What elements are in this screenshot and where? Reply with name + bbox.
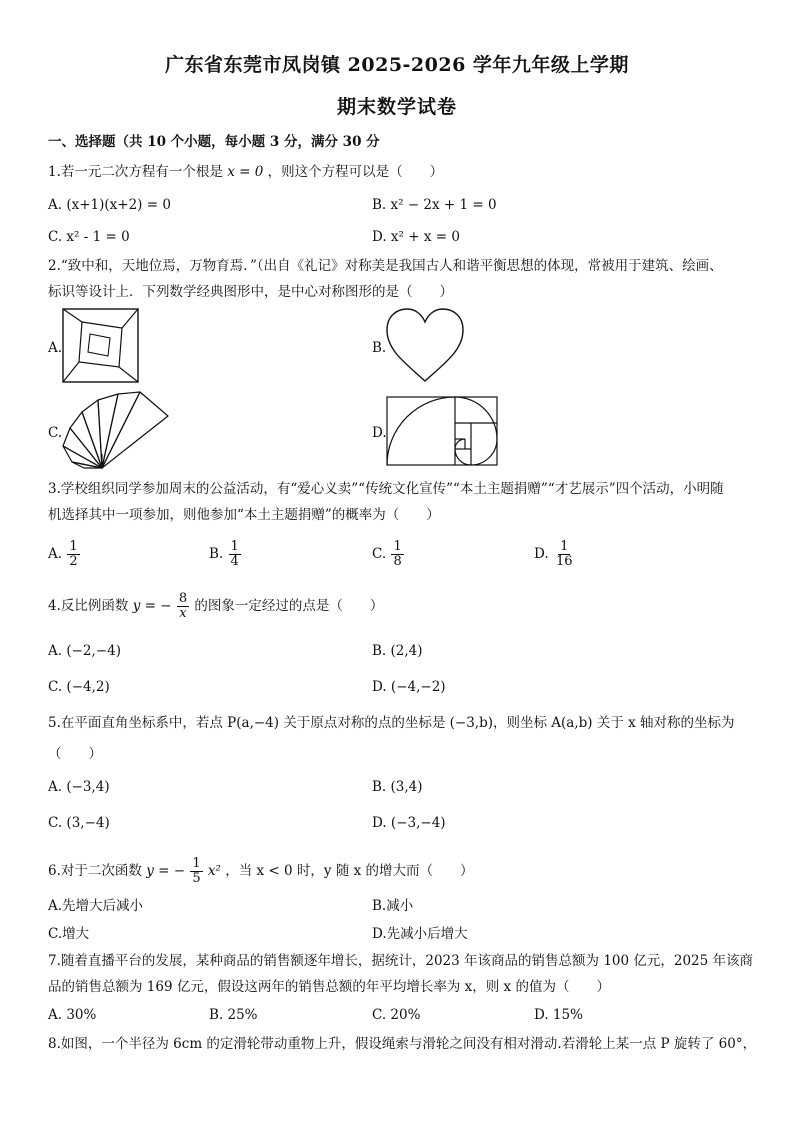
q3-option-a-fraction bbox=[67, 540, 79, 569]
fraction-numerator: 1 bbox=[393, 539, 402, 554]
q1-stem-text-a: 1.若一元二次方程有一个根是 bbox=[48, 164, 223, 180]
q5-stem-line2: （ ） bbox=[48, 746, 102, 762]
q4-option-c[interactable]: C. (−4,2) bbox=[48, 679, 110, 695]
q6-func-fraction bbox=[190, 857, 202, 886]
fraction-numerator: 1 bbox=[69, 539, 78, 554]
q3-option-c-fraction bbox=[391, 540, 403, 569]
fraction-denominator: 5 bbox=[192, 871, 201, 886]
q1-option-b[interactable]: B. x² − 2x + 1 = 0 bbox=[372, 197, 497, 213]
q6-stem-text-a: 6.对于二次函数 bbox=[48, 863, 142, 879]
fraction-denominator: 8 bbox=[393, 554, 402, 569]
q3-option-d-fraction bbox=[554, 540, 575, 569]
q4-stem-text-b: 的图象一定经过的点是（ ） bbox=[194, 598, 384, 614]
q7-stem-line2: 品的销售总额为 169 亿元，假设这两年的销售总额的年平均增长率为 x，则 x 的值为（ ） bbox=[48, 979, 610, 995]
q3-option-b-fraction bbox=[229, 540, 241, 569]
q4-stem-text-a: 4.反比例函数 bbox=[48, 598, 129, 614]
exam-title-line1: 广东省东莞市凤岗镇 2025-2026 学年九年级上学期 bbox=[165, 54, 629, 76]
q4-func-fraction bbox=[177, 592, 189, 621]
q3-stem-line1: 3.学校组织同学参加周末的公益活动，有“爱心义卖”“传统文化宣传”“本土主题捐赠”“才艺展示”四个活动，小明随 bbox=[48, 481, 724, 497]
q3-option-c-label: C. bbox=[372, 546, 387, 562]
fraction-numerator: 1 bbox=[560, 539, 569, 554]
q5-option-a[interactable]: A. (−3,4) bbox=[48, 779, 110, 795]
fraction-denominator: 4 bbox=[230, 554, 239, 569]
q7-option-a[interactable]: A. 30% bbox=[48, 1007, 97, 1023]
q4-func-lhs: y = − bbox=[132, 598, 172, 614]
q2-option-a-label[interactable]: A. bbox=[48, 340, 63, 356]
q6-option-c[interactable]: C.增大 bbox=[48, 926, 90, 942]
q1-option-d[interactable]: D. x² + x = 0 bbox=[372, 229, 460, 245]
q5-option-c[interactable]: C. (3,−4) bbox=[48, 815, 110, 831]
q4-option-a[interactable]: A. (−2,−4) bbox=[48, 643, 121, 659]
q3-option-a-label: A. bbox=[48, 546, 63, 562]
q4-option-d[interactable]: D. (−4,−2) bbox=[372, 679, 446, 695]
q6-option-b[interactable]: B.减小 bbox=[372, 898, 414, 914]
q1-stem bbox=[48, 163, 443, 181]
q6-stem bbox=[48, 857, 474, 886]
q6-option-a[interactable]: A.先增大后减小 bbox=[48, 898, 144, 914]
q2-figure-c-fan[interactable] bbox=[60, 390, 170, 470]
q2-figure-a-pinwheel-square[interactable] bbox=[62, 308, 140, 384]
q7-option-c[interactable]: C. 20% bbox=[372, 1007, 421, 1023]
q3-option-d[interactable] bbox=[534, 540, 575, 569]
q3-option-a[interactable] bbox=[48, 540, 81, 569]
q1-stem-text-b: ，则这个方程可以是（ ） bbox=[267, 164, 444, 180]
fraction-numerator: 8 bbox=[178, 591, 188, 606]
q6-stem-text-b: ，当 x < 0 时，y 随 x 的增大而（ ） bbox=[225, 863, 474, 879]
section-heading: 一、选择题（共 10 个小题，每小题 3 分，满分 30 分 bbox=[48, 134, 380, 150]
q3-option-b[interactable] bbox=[209, 540, 242, 569]
q2-figure-b-heart[interactable] bbox=[385, 308, 465, 384]
q6-func-rhs: x² bbox=[207, 863, 221, 879]
q5-option-b[interactable]: B. (3,4) bbox=[372, 779, 423, 795]
q4-stem bbox=[48, 592, 383, 621]
exam-title-line2: 期末数学试卷 bbox=[336, 96, 457, 118]
q1-option-c[interactable]: C. x² - 1 = 0 bbox=[48, 229, 130, 245]
fraction-numerator: 1 bbox=[192, 856, 201, 871]
q3-option-c[interactable] bbox=[372, 540, 405, 569]
q3-stem-line2: 机选择其中一项参加，则他参加“本土主题捐赠”的概率为（ ） bbox=[48, 507, 440, 523]
q1-stem-math: x = 0 bbox=[227, 164, 264, 180]
q2-option-b-label[interactable]: B. bbox=[372, 340, 387, 356]
q7-stem-line1: 7.随着直播平台的发展，某种商品的销售额逐年增长，据统计，2023 年该商品的销售总额为 100 亿元，2025 年该商 bbox=[48, 953, 754, 969]
q8-stem-line1: 8.如图，一个半径为 6cm 的定滑轮带动重物上升，假设绳索与滑轮之间没有相对滑动.若滑轮上某一点 P 旋转了 60°， bbox=[48, 1036, 757, 1052]
q7-option-b[interactable]: B. 25% bbox=[209, 1007, 258, 1023]
q2-stem-line2: 标识等设计上．下列数学经典图形中，是中心对称图形的是（ ） bbox=[48, 284, 453, 300]
q6-option-d[interactable]: D.先减小后增大 bbox=[372, 926, 468, 942]
q7-option-d[interactable]: D. 15% bbox=[534, 1007, 583, 1023]
fraction-numerator: 1 bbox=[230, 539, 239, 554]
fraction-denominator: x bbox=[179, 606, 187, 621]
q6-func-lhs: y = − bbox=[146, 863, 186, 879]
q3-option-d-label: D. bbox=[534, 546, 549, 562]
q2-figure-d-golden-spiral[interactable] bbox=[386, 396, 498, 466]
q5-option-d[interactable]: D. (−3,−4) bbox=[372, 815, 446, 831]
q3-option-b-label: B. bbox=[209, 546, 224, 562]
fraction-denominator: 16 bbox=[555, 554, 573, 569]
q5-stem-line1: 5.在平面直角坐标系中，若点 P(a,−4) 关于原点对称的点的坐标是 (−3,b)，则坐标 A(a,b) 关于 x 轴对称的坐标为 bbox=[48, 715, 735, 731]
q4-option-b[interactable]: B. (2,4) bbox=[372, 643, 423, 659]
fraction-denominator: 2 bbox=[69, 554, 78, 569]
q2-stem-line1: 2.“致中和，天地位焉，万物育焉．”（出自《礼记》对称美是我国古人和谐平衡思想的体现，常被用于建筑、绘画、 bbox=[48, 258, 723, 274]
q1-option-a[interactable]: A. (x+1)(x+2) = 0 bbox=[48, 197, 171, 213]
q2-option-d-label[interactable]: D. bbox=[372, 425, 387, 441]
q2-option-c-label[interactable]: C. bbox=[48, 425, 63, 441]
